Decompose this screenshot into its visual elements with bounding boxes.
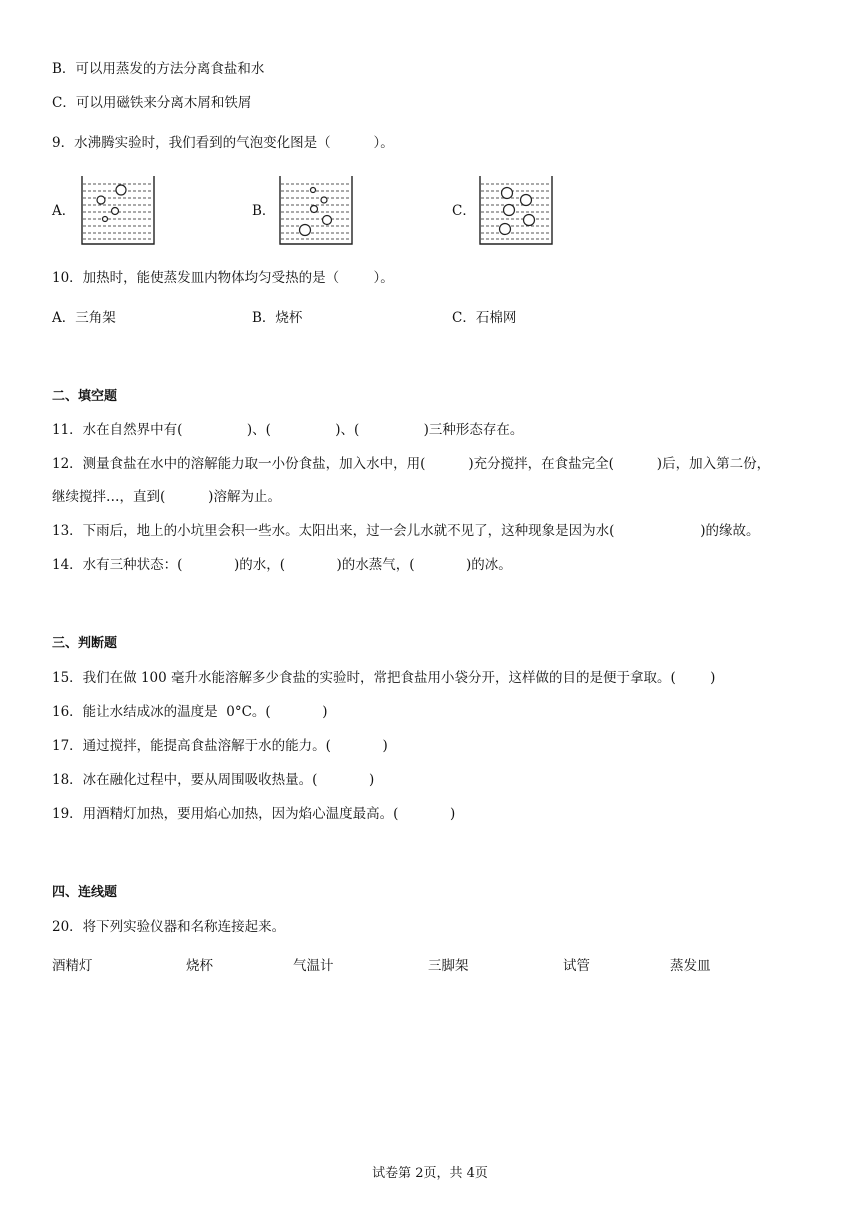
beaker-figure-a [80, 174, 156, 246]
instrument-item: 酒精灯 [52, 958, 93, 974]
q17: 17．通过搅拌，能提高食盐溶解于水的能力。( ) [52, 738, 388, 754]
instrument-item: 蒸发皿 [670, 958, 711, 974]
instrument-item: 烧杯 [186, 958, 213, 974]
q10-option-c: C．石棉网 [452, 310, 517, 326]
page-footer: 试卷第 2页，共 4页 [372, 1166, 488, 1181]
q20-stem: 20．将下列实验仪器和名称连接起来。 [52, 919, 286, 935]
q10-option-b: B．烧杯 [252, 310, 303, 326]
q9-option-a-label: A． [52, 203, 76, 219]
instrument-item: 气温计 [293, 958, 334, 974]
q10-stem: 10．加热时，能使蒸发皿内物体均匀受热的是（ ）。 [52, 270, 394, 286]
q9-option-b-label: B． [252, 203, 276, 219]
q18: 18．冰在融化过程中，要从周围吸收热量。( ) [52, 772, 375, 788]
q11: 11．水在自然界中有( )、( )、( )三种形态存在。 [52, 422, 524, 438]
beaker-figure-c [478, 174, 554, 246]
q14: 14．水有三种状态：( )的水，( )的水蒸气，( )的冰。 [52, 557, 512, 573]
q9-stem: 9．水沸腾实验时，我们看到的气泡变化图是（ ）。 [52, 135, 394, 151]
q16: 16．能让水结成冰的温度是 0°C。( ) [52, 704, 328, 720]
q19: 19．用酒精灯加热，要用焰心加热，因为焰心温度最高。( ) [52, 806, 456, 822]
section-heading-true-false: 三、判断题 [52, 636, 118, 651]
q15: 15．我们在做 100 毫升水能溶解多少食盐的实验时，常把食盐用小袋分开，这样做的目的是便于拿取。( ) [52, 670, 716, 686]
q13: 13．下雨后，地上的小坑里会积一些水。太阳出来，过一会儿水就不见了，这种现象是因为水( )的缘故。 [52, 523, 760, 539]
section-heading-fill-in: 二、填空题 [52, 389, 118, 404]
instrument-item: 三脚架 [428, 958, 469, 974]
q12-line-1: 12．测量食盐在水中的溶解能力取一小份食盐，加入水中，用( )充分搅拌，在食盐完全( )后，加入第二份， [52, 456, 771, 472]
instrument-item: 试管 [563, 958, 590, 974]
q10-option-a: A．三角架 [52, 310, 116, 326]
beaker-figure-b [278, 174, 354, 246]
q8-option-b: B．可以用蒸发的方法分离食盐和水 [52, 61, 265, 77]
q9-option-c-label: C． [452, 203, 476, 219]
q8-option-c: C．可以用磁铁来分离木屑和铁屑 [52, 95, 252, 111]
section-heading-matching: 四、连线题 [52, 885, 118, 900]
q12-line-2: 继续搅拌…，直到( )溶解为止。 [52, 489, 281, 505]
